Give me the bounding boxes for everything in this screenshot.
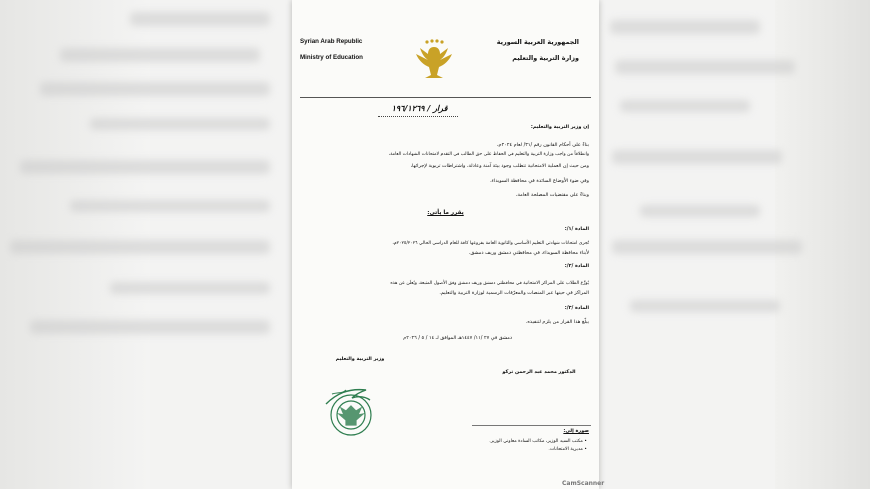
arabic-header [497,34,579,66]
blurred-text [90,118,270,130]
blurred-text [110,282,270,294]
ministry-name-ar: وزارة التربية والتعليم [512,54,579,62]
scanner-watermark: CamScanner [562,480,605,487]
preamble-line: وانطلاقاً من واجب وزارة التربية والتعليم في الحفاظ على حق الطالب في التقدم لامتحانات الشهادات العامة، [388,152,589,157]
blurred-text [620,100,750,112]
blurred-text [640,205,760,217]
republic-name-en: Syrian Arab Republic [300,38,363,45]
header-divider [300,97,591,98]
decree-number: قرار / ١٩٦/١٢٦٩ [391,104,448,113]
eagle-emblem-icon [408,38,460,86]
article-2-title: المادة /٢/: [564,263,589,269]
ministry-name-en: Ministry of Education [300,54,363,61]
preamble-line: بناءً على أحكام القانون رقم /٣١/ لعام ٢٠٢٤م، [496,142,589,148]
blurred-text [130,12,270,26]
copy-to-list [489,438,587,454]
blurred-text [30,320,270,334]
article-1-text: تُجرى امتحانات شهادتي التعليم الأساسي والثانوية العامة بفروعها كافة للعام الدراسي الحالي ٢٠٢٥/٢٠٢٦م، [392,241,589,246]
blurred-text [40,82,270,96]
list-item: • مكتب السيد الوزير، مكاتب السادة معاوني الوزير. [489,439,587,444]
blurred-text [20,160,270,174]
blurred-text [630,300,780,312]
blurred-text [10,240,270,254]
preamble-line: وفي ضوء الأوضاع السائدة في محافظة السويداء، [490,178,589,184]
article-3-text: يبلّغ هذا القرار من يلزم لتنفيذه. [525,319,589,325]
article-1-title: المادة /١/: [564,226,589,232]
republic-name-ar: الجمهورية العربية السورية [496,38,579,46]
signatory-title: وزير التربية والتعليم [335,356,385,362]
document-page [292,0,605,489]
decree-underline [378,116,458,117]
copy-to-title: صورة إلى: [563,428,589,434]
article-1-text: لأبناء محافظة السويداء، في محافظتي دمشق وريف دمشق. [468,250,589,256]
blurred-text [70,200,270,212]
decree-date: دمشق في ٢٧ /١١/ ١٤٤٧هـ الموافق لـ ١٤ / ٥ / ٢٠٢٦م [403,335,512,341]
article-3-title: المادة /٣/: [564,305,589,311]
blurred-text [610,20,760,34]
article-2-text: يُوزَّع الطلاب على المراكز الامتحانية في محافظتي دمشق وريف دمشق وفق الأصول المتبعة، ويُعلَن عن هذه [390,281,589,286]
opening-line: إن وزير التربية والتعليم: [530,124,589,130]
blurred-text [615,60,795,74]
blurred-text [612,150,782,164]
blurred-text [60,48,260,62]
english-header [300,34,363,66]
signatory-name: الدكتور محمد عبد الرحمن تركو [502,369,576,375]
list-item: • مديرية الامتحانات. [548,447,587,452]
article-2-text: المراكز في حينها عبر المنصات والمعرّفات الرسمية لوزارة التربية والتعليم. [439,290,589,296]
preamble-line: ومن حيث إن العملية الامتحانية تتطلب وجود بيئة آمنة وعادلة، واشتراطات تربوية لإجرائها، [410,163,589,169]
blurred-text [612,240,802,254]
preamble-line: وبناءً على مقتضيات المصلحة العامة، [515,192,589,198]
decides-heading: يقرر ما يأتي: [427,210,464,216]
copy-divider [472,425,591,426]
